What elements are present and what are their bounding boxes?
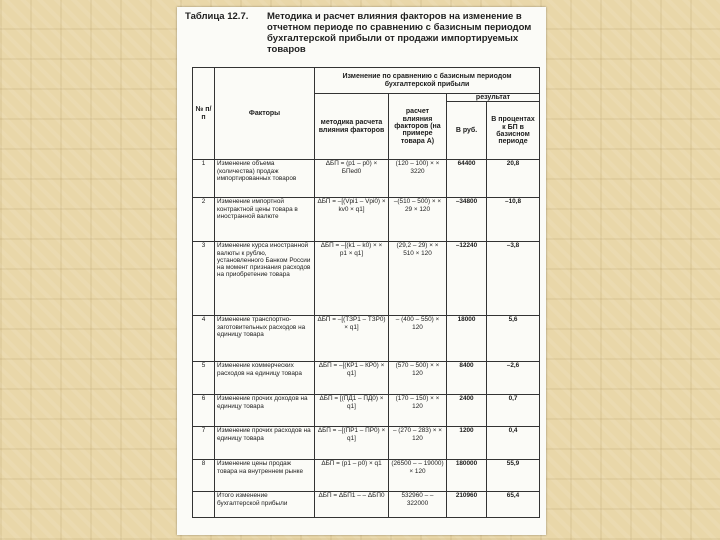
- row-pct: 5,6: [487, 316, 540, 362]
- row-num: 6: [193, 395, 215, 427]
- row-calc: (170 – 150) × × 120: [389, 395, 447, 427]
- row-factor: Изменение транспортно-заготовительных расходов на единицу товара: [215, 316, 315, 362]
- row-calc: (29,2 – 29) × × 510 × 120: [389, 242, 447, 316]
- row-factor: Изменение прочих доходов на единицу товара: [215, 395, 315, 427]
- table-title: Методика и расчет влияния факторов на изменение в отчетном периоде по сравнению с базисным периодом бухгалтерской прибыли от продажи импортируемых товаров: [267, 11, 532, 55]
- row-calc: (26500 – – 19000) × 120: [389, 460, 447, 492]
- row-calc: – (400 – 550) × 120: [389, 316, 447, 362]
- row-method: ΔБП = ΔБП1 – – ΔБП0: [315, 492, 389, 518]
- header-pct: В процентах к БП в базисном периоде: [487, 102, 540, 160]
- header-calc: расчет влияния факторов (на примере товара А): [389, 94, 447, 160]
- header-num: № п/п: [193, 68, 215, 160]
- header-result: результат: [447, 94, 540, 102]
- header-change: Изменение по сравнению с базисным периодом бухгалтерской прибыли: [315, 68, 540, 94]
- table-row: [193, 427, 540, 460]
- row-rub: –34800: [447, 198, 487, 242]
- row-factor: Изменение импортной контрактной цены товара в иностранной валюте: [215, 198, 315, 242]
- row-pct: 65,4: [487, 492, 540, 518]
- row-calc: (120 – 100) × × 3220: [389, 160, 447, 198]
- table-row: [193, 492, 540, 518]
- row-calc: –(510 – 500) × × 29 × 120: [389, 198, 447, 242]
- row-method: ΔБП = –[(ТЗР1 – ТЗР0) × q1]: [315, 316, 389, 362]
- row-method: ΔБП = –[(k1 – k0) × × р1 × q1]: [315, 242, 389, 316]
- table-row: [193, 362, 540, 395]
- table-row: [193, 160, 540, 198]
- table-row: [193, 316, 540, 362]
- row-pct: 20,8: [487, 160, 540, 198]
- row-rub: 64400: [447, 160, 487, 198]
- row-num: 2: [193, 198, 215, 242]
- row-rub: –12240: [447, 242, 487, 316]
- row-factor: Изменение цены продаж товара на внутреннем рынке: [215, 460, 315, 492]
- row-method: ΔБП = –[(Vpi1 – Vpi0) × kv0 × q1]: [315, 198, 389, 242]
- row-factor: Итого изменение бухгалтерской прибыли: [215, 492, 315, 518]
- header-factors: Факторы: [215, 68, 315, 160]
- row-method: ΔБП = [(ПД1 – ПД0) × q1]: [315, 395, 389, 427]
- row-num: 8: [193, 460, 215, 492]
- row-pct: 0,7: [487, 395, 540, 427]
- row-pct: 0,4: [487, 427, 540, 460]
- row-num: 4: [193, 316, 215, 362]
- row-pct: 55,9: [487, 460, 540, 492]
- header-method: методика расчета влияния факторов: [315, 94, 389, 160]
- factor-table: [192, 67, 540, 518]
- row-factor: Изменение коммерческих расходов на единицу товара: [215, 362, 315, 395]
- table-label: Таблица 12.7.: [185, 11, 249, 22]
- row-rub: 2400: [447, 395, 487, 427]
- row-rub: 8400: [447, 362, 487, 395]
- document-page: [177, 7, 546, 535]
- row-calc: (570 – 500) × × 120: [389, 362, 447, 395]
- table-row: [193, 198, 540, 242]
- table-row: [193, 242, 540, 316]
- row-rub: 180000: [447, 460, 487, 492]
- row-pct: –3,8: [487, 242, 540, 316]
- row-num: 3: [193, 242, 215, 316]
- row-method: ΔБП = (р1 – р0) × q1: [315, 460, 389, 492]
- row-factor: Изменение объема (количества) продаж импортированных товаров: [215, 160, 315, 198]
- row-factor: Изменение курса иностранной валюты к рублю, установленного Банком России на момент признания расходов на приобретение товара: [215, 242, 315, 316]
- row-pct: –2,6: [487, 362, 540, 395]
- header-rub: В руб.: [447, 102, 487, 160]
- row-calc: – (270 – 283) × × 120: [389, 427, 447, 460]
- table-row: [193, 460, 540, 492]
- row-rub: 18000: [447, 316, 487, 362]
- row-factor: Изменение прочих расходов на единицу товара: [215, 427, 315, 460]
- row-num: 1: [193, 160, 215, 198]
- row-method: ΔБП = (р1 – р0) × БПed0: [315, 160, 389, 198]
- row-num: 7: [193, 427, 215, 460]
- row-num: 5: [193, 362, 215, 395]
- row-rub: 1200: [447, 427, 487, 460]
- row-num: [193, 492, 215, 518]
- row-method: ΔБП = –[(ПР1 – ПР0) × q1]: [315, 427, 389, 460]
- row-rub: 210960: [447, 492, 487, 518]
- row-method: ΔБП = –[(КР1 – КР0) × q1]: [315, 362, 389, 395]
- row-pct: –10,8: [487, 198, 540, 242]
- table-row: [193, 395, 540, 427]
- row-calc: 532960 – – 322000: [389, 492, 447, 518]
